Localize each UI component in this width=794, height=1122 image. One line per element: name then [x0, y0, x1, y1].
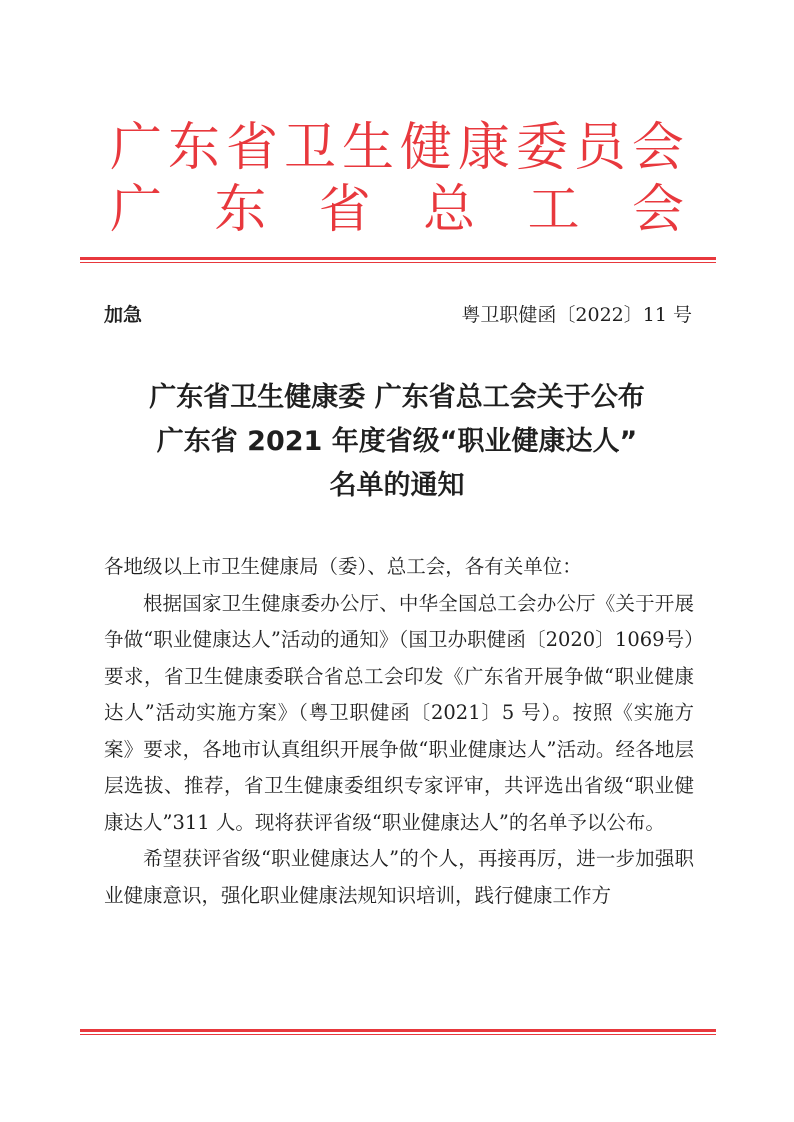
issuer-char: 卫: [283, 118, 336, 178]
issuer-char: 工: [527, 180, 580, 240]
document-body: [104, 549, 694, 914]
footer-red-rule: [80, 1029, 716, 1036]
document-meta-row: [104, 302, 692, 328]
issuer-char: 广: [110, 180, 163, 240]
body-paragraph-1: 根据国家卫生健康委办公厅、中华全国总工会办公厅《关于开展争做“职业健康达人”活动的通知》（国卫办职健函〔2020〕1069号）要求，省卫生健康委联合省总工会印发《广东省开展争做“职业健康达人”活动实施方案》（粤卫职健函〔2021〕5 号）。按照《实施方案》要求，各地市认真组织开展争做“职业健康达人”活动。经各地层层选拔、推荐，省卫生健康委组织专家评审，共评选出省级“职业健康达人”311 人。现将获评省级“职业健康达人”的名单予以公布。: [104, 591, 694, 834]
issuer-char: 员: [573, 118, 626, 178]
issuer-char: 健: [399, 118, 452, 178]
issuer-char: 东: [167, 118, 220, 178]
header-red-rule: [80, 257, 716, 264]
document-number: 粤卫职健函〔2022〕11 号: [461, 304, 692, 326]
title-line-3: 名单的通知: [329, 470, 465, 501]
document-title: [60, 376, 734, 508]
issuer-char: 总: [423, 180, 476, 240]
issuer-char: 会: [631, 180, 684, 240]
issuer-char: 会: [631, 118, 684, 178]
title-line-1: 广东省卫生健康委 广东省总工会关于公布: [149, 382, 645, 413]
body-paragraph-2: 希望获评省级“职业健康达人”的个人，再接再厉，进一步加强职业健康意识，强化职业健康法规知识培训，践行健康工作方: [104, 847, 694, 907]
issuer-char: 委: [515, 118, 568, 178]
issuer-line-trade-union: [110, 182, 684, 238]
title-line-2: 广东省 2021 年度省级“职业健康达人”: [156, 426, 638, 457]
issuer-char: 广: [110, 118, 163, 178]
issuer-char: 生: [341, 118, 394, 178]
salutation: 各地级以上市卫生健康局（委）、总工会，各有关单位：: [104, 555, 582, 578]
urgency-label: 加急: [104, 304, 143, 326]
issuer-line-health-commission: [110, 120, 684, 176]
issuer-char: 康: [457, 118, 510, 178]
issuer-char: 省: [318, 180, 371, 240]
issuer-char: 东: [214, 180, 267, 240]
issuer-char: 省: [225, 118, 278, 178]
